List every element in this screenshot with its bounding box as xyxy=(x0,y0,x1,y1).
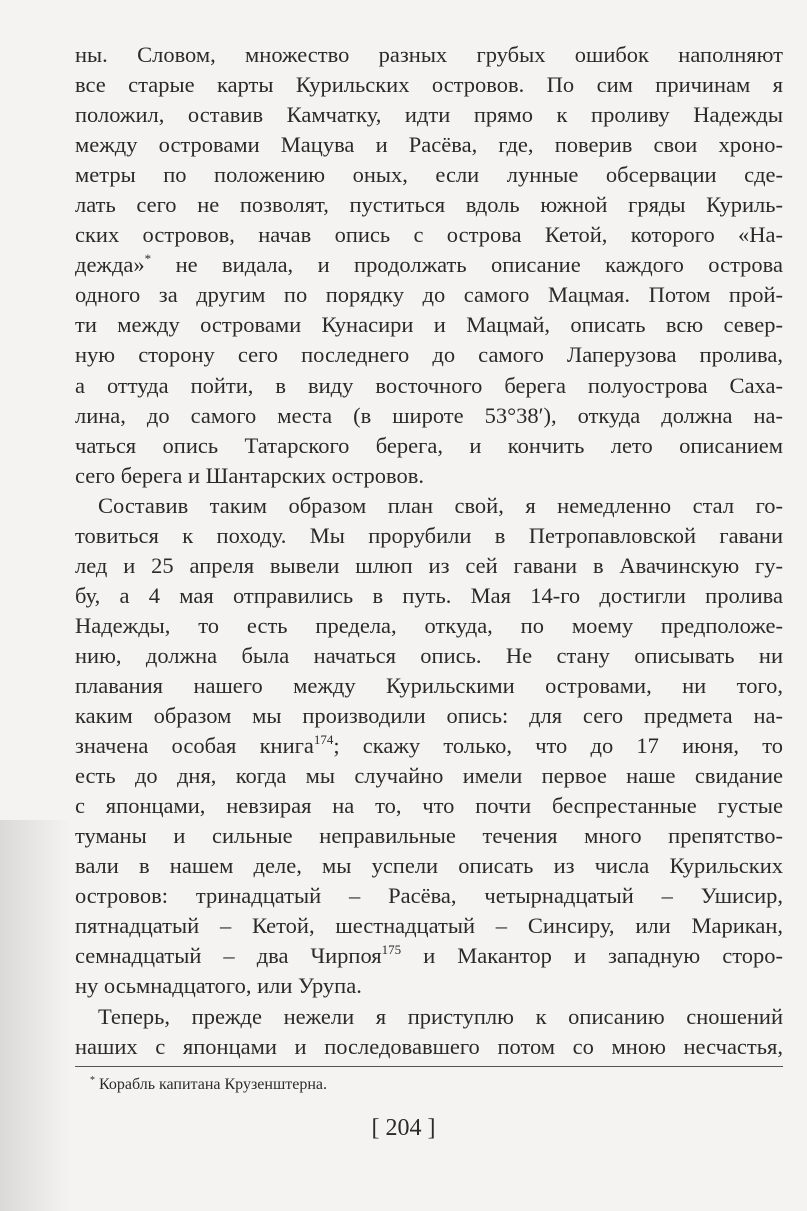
text-line xyxy=(75,401,783,431)
text-line xyxy=(75,461,783,491)
text-line xyxy=(75,851,783,881)
text-line xyxy=(75,100,783,130)
text-line xyxy=(75,821,783,851)
line-text: островов: тринадцатый – Расёва, четырнадцатый – Ушисир, xyxy=(75,883,783,909)
line-text: Составив таким образом план свой, я немедленно стал го- xyxy=(98,492,783,518)
text-line xyxy=(75,70,783,100)
line-text: одного за другим по порядку до самого Мацмая. Потом прой- xyxy=(75,282,783,308)
text-line xyxy=(75,971,783,1001)
body-text xyxy=(75,40,783,1062)
text-line xyxy=(75,280,783,310)
line-text: ; скажу только, что до 17 июня, то xyxy=(333,733,783,759)
line-text: ны. Словом, множество разных грубых ошибок наполняют xyxy=(75,42,783,67)
line-text: все старые карты Курильских островов. По сим причинам я xyxy=(75,72,783,98)
text-line xyxy=(75,250,783,280)
line-text: наших с японцами и последовавшего потом со мною несчастья, xyxy=(75,1033,783,1059)
footnote-mark: * xyxy=(90,1075,95,1086)
line-text: ную сторону сего последнего до самого Лаперузова пролива, xyxy=(75,342,783,368)
footnote-ref: * xyxy=(144,251,152,267)
line-text: каким образом мы производили опись: для сего предмета на- xyxy=(75,703,783,729)
line-text: семнадцатый – два Чирпоя xyxy=(75,943,382,969)
footnote-ref: 175 xyxy=(381,942,402,958)
text-line xyxy=(75,611,783,641)
text-line xyxy=(75,641,783,671)
line-text: значена особая книга xyxy=(75,733,314,759)
text-line xyxy=(75,340,783,370)
text-line xyxy=(75,791,783,821)
line-text: между островами Мацува и Расёва, где, поверив свои хроно- xyxy=(75,132,783,158)
text-line xyxy=(75,40,783,70)
line-text: лед и 25 апреля вывели шлюп из сей гавани в Авачинскую гу- xyxy=(75,552,783,578)
text-line xyxy=(75,941,783,971)
scan-shadow xyxy=(0,820,70,1211)
line-text: с японцами, невзирая на то, что почти беспрестанные густые xyxy=(75,793,783,819)
text-line xyxy=(75,761,783,791)
text-line xyxy=(75,160,783,190)
line-text: плавания нашего между Курильскими островами, ни того, xyxy=(75,672,783,698)
footnote xyxy=(90,1076,327,1094)
line-text: не видала, и продолжать описание каждого острова xyxy=(151,252,783,278)
text-line xyxy=(75,731,783,761)
line-text: пятнадцатый – Кетой, шестнадцатый – Синсиру, или Марикан, xyxy=(75,913,783,939)
line-text: чаться опись Татарского берега, и кончить лето описанием xyxy=(75,432,783,458)
text-line xyxy=(75,220,783,250)
line-text: метры по положению оных, если лунные обсервации сде- xyxy=(75,162,783,188)
line-text: бу, а 4 мая отправились в путь. Мая 14-го достигли пролива xyxy=(75,582,783,608)
text-line xyxy=(75,130,783,160)
page-number: [ 204 ] xyxy=(371,1115,436,1141)
line-text: товиться к походу. Мы прорубили в Петропавловской гавани xyxy=(75,522,783,548)
text-line xyxy=(75,431,783,461)
text-line xyxy=(75,701,783,731)
text-line xyxy=(75,551,783,581)
text-line xyxy=(75,581,783,611)
line-text: и Макантор и западную сторо- xyxy=(401,943,783,969)
text-line xyxy=(75,310,783,340)
line-text: есть до дня, когда мы случайно имели первое наше свидание xyxy=(75,763,783,789)
line-text: лать сего не позволят, пуститься вдоль южной гряды Куриль- xyxy=(75,192,783,218)
line-text: сего берега и Шантарских островов. xyxy=(75,462,424,488)
line-text: ну осьмнадцатого, или Урупа. xyxy=(75,973,362,999)
text-line xyxy=(75,491,783,521)
text-line xyxy=(75,1032,783,1062)
line-text: ских островов, начав опись с острова Кетой, которого «На- xyxy=(75,222,783,248)
footnote-rule xyxy=(75,1066,783,1067)
line-text: Надежды, то есть предела, откуда, по моему предположе- xyxy=(75,612,783,638)
text-line xyxy=(75,521,783,551)
line-text: дежда» xyxy=(75,252,145,278)
text-line xyxy=(75,881,783,911)
text-line xyxy=(75,1002,783,1032)
text-line xyxy=(75,911,783,941)
line-text: а оттуда пойти, в виду восточного берега полуострова Саха- xyxy=(75,372,783,398)
line-text: туманы и сильные неправильные течения много препятство- xyxy=(75,823,783,849)
line-text: положил, оставив Камчатку, идти прямо к проливу Надежды xyxy=(75,102,783,128)
text-line xyxy=(75,671,783,701)
footnote-text: Корабль капитана Крузенштерна. xyxy=(95,1076,328,1093)
text-line xyxy=(75,371,783,401)
line-text: ти между островами Кунасири и Мацмай, описать всю север- xyxy=(75,312,783,338)
line-text: Теперь, прежде нежели я приступлю к описанию сношений xyxy=(98,1003,783,1029)
footnote-ref: 174 xyxy=(313,732,334,748)
line-text: нию, должна была начаться опись. Не стану описывать ни xyxy=(75,642,783,668)
line-text: вали в нашем деле, мы успели описать из числа Курильских xyxy=(75,853,783,879)
line-text: лина, до самого места (в широте 53°38′), откуда должна на- xyxy=(75,402,783,428)
text-line xyxy=(75,190,783,220)
